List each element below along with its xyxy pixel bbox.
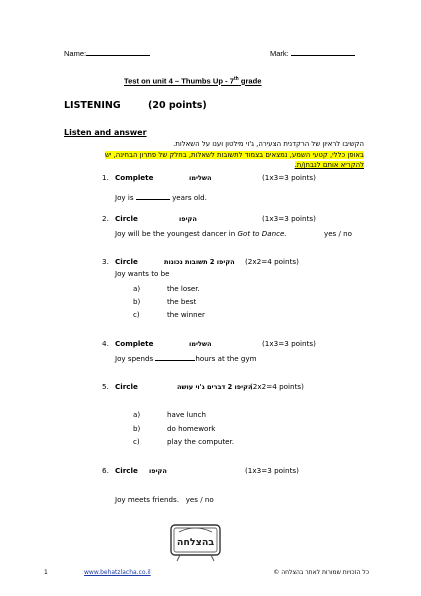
q3-stem: Joy wants to be <box>115 269 170 278</box>
name-field <box>64 49 150 58</box>
q2-show-name: Got to Dance. <box>237 229 287 238</box>
q2-answer-choice[interactable]: yes / no <box>324 229 352 238</box>
q1-label: Complete <box>115 173 154 182</box>
q1-points: (1x3=3 points) <box>262 173 316 182</box>
q1-hebrew: השלימו <box>189 174 212 182</box>
title-superscript: th <box>233 76 239 82</box>
q6-points: (1x3=3 points) <box>245 466 299 475</box>
q5-hebrew: הקיפו 2 דברים ג'וי עושה <box>177 383 253 391</box>
instructions-line-2: באופן כללי, קטעי השמע, נמצאים בצמוד לתשובות לשאלות, בחלק של פתרון הבחינה, יש <box>104 151 364 159</box>
q5-option-b-letter: b) <box>133 424 141 433</box>
section-points: (20 points) <box>148 100 207 111</box>
q5-option-a-letter: a) <box>133 410 141 419</box>
q3-option-a[interactable]: the loser. <box>167 284 200 293</box>
copyright-notice: כל הזכויות שמורות לאתר בהצלחה © <box>273 569 369 576</box>
q3-hebrew: הקיפו 2 תשובות נכונות <box>164 258 235 266</box>
section-title: LISTENING <box>64 100 121 111</box>
q4-blank[interactable] <box>155 360 195 361</box>
q6-text[interactable]: Joy meets friends. yes / no <box>115 495 214 504</box>
q4-number: 4. <box>102 339 109 348</box>
q5-number: 5. <box>102 382 109 391</box>
q6-label: Circle <box>115 466 138 475</box>
name-blank[interactable] <box>86 55 150 56</box>
q4-points: (1x3=3 points) <box>262 339 316 348</box>
q1-blank[interactable] <box>136 199 170 200</box>
q3-option-b[interactable]: the best <box>167 297 197 306</box>
mark-label: Mark: <box>270 49 289 58</box>
q3-points: (2x2=4 points) <box>245 257 299 266</box>
q6-hebrew: הקיפו <box>149 467 167 475</box>
q2-label: Circle <box>115 214 138 223</box>
q6-number: 6. <box>102 466 109 475</box>
q3-option-c[interactable]: the winner <box>167 310 205 319</box>
test-title: Test on unit 4 – Thumbs Up - 7th grade <box>124 76 262 86</box>
name-label: Name: <box>64 49 87 58</box>
mark-field <box>270 49 355 58</box>
q3-label: Circle <box>115 257 138 266</box>
website-link[interactable]: www.behatzlacha.co.il <box>84 569 151 576</box>
q3-option-a-letter: a) <box>133 284 141 293</box>
q2-points: (1x3=3 points) <box>262 214 316 223</box>
mark-blank[interactable] <box>291 55 355 56</box>
page-number: 1 <box>44 569 48 576</box>
q2-hebrew: הקיפו <box>179 215 197 223</box>
q1-text: Joy is years old. <box>115 193 207 202</box>
instructions-line-1: הקשיבו לראיון של הרקדנית הצעירה, ג'וי מילטון וענו על השאלות. <box>173 140 364 148</box>
q5-option-c[interactable]: play the computer. <box>167 437 234 446</box>
q2-number: 2. <box>102 214 109 223</box>
q4-hebrew: השלימו <box>189 340 212 348</box>
logo-text: בהצלחה <box>176 537 215 548</box>
q5-points: (2x2=4 points) <box>250 382 304 391</box>
q5-option-a[interactable]: have lunch <box>167 410 207 419</box>
instructions-line-3: להקריא אותם לנבחן/ת. <box>294 161 364 169</box>
q3-option-c-letter: c) <box>133 310 140 319</box>
q3-number: 3. <box>102 257 109 266</box>
q5-label: Circle <box>115 382 138 391</box>
q5-option-c-letter: c) <box>133 437 140 446</box>
instructions-heading: Listen and answer <box>64 128 147 137</box>
q1-number: 1. <box>102 173 109 182</box>
behatzlacha-logo <box>170 524 221 562</box>
q2-text: Joy will be the youngest dancer in Got to Dance. <box>115 229 287 238</box>
q5-option-b[interactable]: do homework <box>167 424 216 433</box>
q4-label: Complete <box>115 339 154 348</box>
q3-option-b-letter: b) <box>133 297 141 306</box>
q4-text: Joy spends hours at the gym <box>115 354 257 363</box>
